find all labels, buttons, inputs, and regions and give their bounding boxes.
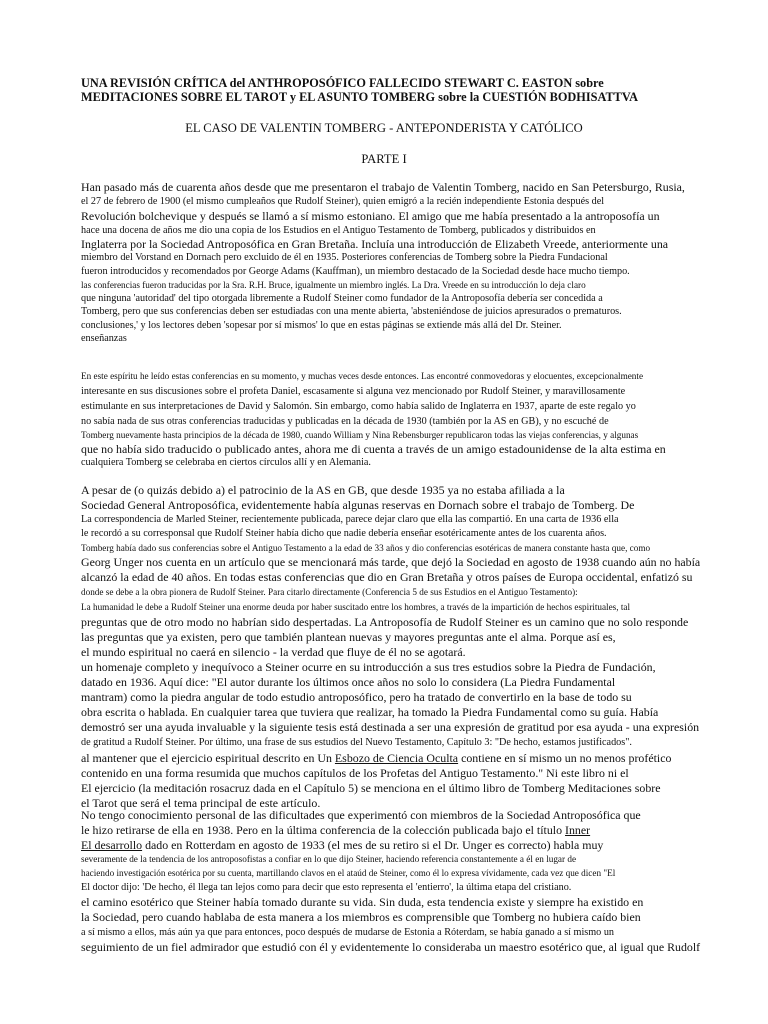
book-title-link[interactable]: El desarrollo [81,838,143,852]
text-line: estimulante en sus interpretaciones de David y Salomón. Sin embargo, como había salido de Inglaterra en 1937, aparte de este regalo yo [81,401,636,412]
text-line: fueron introducidos y recomendados por George Adams (Kauffman), un miembro destacado de la Sociedad desde hace mucho tiempo. [81,266,630,277]
text-span: al mantener que el ejercicio espiritual descrito en [81,751,318,765]
text-span: Un [317,751,332,765]
text-line: La humanidad le debe a Rudolf Steiner una enorme deuda por haber suscitado entre los hombres, a través de la impartición de hechos espirituales, tal [81,602,631,612]
text-line: Tomberg había dado sus conferencias sobre el Antiguo Testamento a la edad de 33 años y dio conferencias esotéricas de manera constante hasta que, como [81,543,651,553]
document-title [81,76,721,104]
text-line: El doctor dijo: 'De hecho, él llega tan lejos como para decir que esto representa el 'entierro', la última etapa del cristiano. [81,882,572,893]
text-line: A pesar de (o quizás debido a) el patrocinio de la AS en GB, que desde 1935 ya no estaba afiliada a la [81,483,565,497]
text-line: cualquiera Tomberg se celebraba en ciertos círculos allí y en Alemania. [81,457,371,468]
text-line: que ninguna 'autoridad' del tipo otorgada libremente a Rudolf Steiner como fundador de la Antroposofía debería ser concedida a [81,293,603,304]
text-line [81,750,711,766]
text-line: el mundo espiritual no caerá en silencio - la verdad que fluye de él no se agotará. [81,645,466,659]
book-title-link[interactable]: Esbozo de Ciencia Oculta [334,751,459,765]
text-span: le hizo retirarse de ella en 1938. Pero en la última conferencia de la colección publicada bajo el título [81,823,566,837]
paragraph-3 [81,483,711,811]
text-line: datado en 1936. Aquí dice: "El autor durante los últimos once años no solo lo considera (La Piedra Fundamental [81,675,616,689]
text-line: Georg Unger nos cuenta en un artículo que se mencionará más tarde, que dejó la Sociedad en agosto de 1938 cuando aún no había [81,555,701,569]
book-title-link[interactable]: Inner [565,823,591,837]
text-line: Sociedad General Antroposófica, evidentemente había algunas reservas en Dornach sobre el trabajo de Tomberg. De [81,498,635,512]
text-line: no sabía nada de sus otras conferencias traducidas y publicadas en la década de 1930 (también por la AS en GB), y no escuché de [81,416,609,427]
text-line: Tomberg, pero que sus conferencias deben ser estudiadas con una mente abierta, 'absteniéndose de juicios apresurados o prematuros. [81,306,622,317]
text-line [81,823,711,838]
text-line: hace una docena de años me dio una copia de los Estudios en el Antiguo Testamento de Tomberg, publicados y distribuidos en [81,225,596,236]
text-line: preguntas que de otro modo no habrían sido despertadas. La Antroposofía de Rudolf Steiner es un camino que no solo responde [81,615,689,629]
text-line: interesante en sus discusiones sobre el profeta Daniel, escasamente si alguna vez mencionado por Rudolf Steiner, y maravillosamente [81,386,626,397]
text-line: las conferencias fueron traducidas por la Sra. R.H. Bruce, igualmente un miembro inglés. La Dra. Vreede en su introducción lo deja claro [81,280,586,290]
text-line: contenido en una forma resumida que muchos capítulos de los Profetas del Antiguo Testamento." Ni este libro ni el [81,766,629,780]
text-line: le recordó a su corresponsal que Rudolf Steiner había dicho que nadie debería enseñar esotéricamente antes de los cuarenta años. [81,528,607,539]
text-line: enseñanzas [81,333,127,344]
text-line: Revolución bolchevique y después se llamó a sí mismo estoniano. El amigo que me había presentado a la antroposofía un [81,209,660,223]
text-line: alcanzó la edad de 40 años. En todas estas conferencias que dio en Gran Bretaña y otros países de Europa occidental, enfatizó su [81,570,693,584]
text-line: mantram) como la piedra angular de todo estudio antroposófico, pero ha tratado de convertirlo en la base de todo su [81,690,632,704]
text-line: conclusiones,' y los lectores deben 'sopesar por sí mismos' lo que en estas páginas se extiende más allá del Dr. Steiner. [81,320,562,331]
text-line: Inglaterra por la Sociedad Antroposófica en Gran Bretaña. Incluía una introducción de Elizabeth Vreede, anteriormente una [81,237,669,251]
text-line: las preguntas que ya existen, pero que también plantean nuevas y mayores preguntas ante el alma. Porque así es, [81,630,616,644]
text-line: miembro del Vorstand en Dornach pero excluido de él en 1935. Posteriores conferencias de Tomberg sobre la Piedra Fundacional [81,252,608,263]
paragraph-2 [81,369,711,470]
text-line: seguimiento de un fiel admirador que estudió con él y evidentemente lo consideraba un maestro esotérico que, al igual que Rudolf [81,940,701,954]
text-line: La correspondencia de Marled Steiner, recientemente publicada, parece dejar claro que ella las compartió. En una carta de 1936 ella [81,514,619,525]
title-line: UNA REVISIÓN CRÍTICA del ANTHROPOSÓFICO FALLECIDO STEWART C. EASTON sobre [81,76,604,90]
part-heading: PARTE I [361,152,407,166]
title-line: MEDITACIONES SOBRE EL TAROT y EL ASUNTO TOMBERG sobre la CUESTIÓN BODHISATTVA [81,90,639,104]
text-line: el camino esotérico que Steiner había tomado durante su vida. Sin duda, esta tendencia existe y siempre ha existido en [81,895,644,909]
text-line: un homenaje completo y inequívoco a Steiner ocurre en su introducción a sus tres estudios sobre la Piedra de Fundación, [81,660,656,674]
text-line: el 27 de febrero de 1900 (el mismo cumpleaños que Rudolf Steiner), quien emigró a la recién independiente Estonia después del [81,196,605,207]
text-line: demostró ser una ayuda invaluable y la siguiente tesis está destinada a ser una expresión de gratitud por esa ayuda - una expresión [81,720,700,734]
text-line: El ejercicio (la meditación rosacruz dada en el Capítulo 5) se menciona en el último libro de Tomberg Meditaciones sobre [81,781,661,795]
paragraph-1 [81,180,711,346]
text-line: donde se debe a la obra pionera de Rudolf Steiner. Para citarlo directamente (Conferencia 5 de sus Estudios en el Antiguo Testamento): [81,587,578,597]
text-line: Tomberg nuevamente hasta principios de la década de 1980, cuando William y Nina Rebensburger republicaron todas las viejas conferencias, y algunas [81,430,639,440]
document-subtitle: EL CASO DE VALENTIN TOMBERG - ANTEPONDERISTA Y CATÓLICO [185,121,583,135]
text-line: En este espíritu he leído estas conferencias en su momento, y muchas veces desde entonces. Las encontré conmovedoras y elocuentes, excepcionalmente [81,371,644,381]
text-line: el Tarot que será el tema principal de este artículo. [81,796,321,810]
text-span: contiene en sí mismo un no menos profético [458,751,672,765]
text-line: a sí mismo a ellos, más aún ya que para entonces, poco después de mudarse de Estonia a Róterdam, se había ganado a sí mismo un [81,927,615,938]
text-line: de gratitud a Rudolf Steiner. Por último, una frase de sus estudios del Nuevo Testamento, Capítulo 3: "De hecho, estamos justificados". [81,737,632,748]
text-line: que no había sido traducido o publicado antes, ahora me di cuenta a través de un amigo estadounidense de la alta estima en [81,442,666,456]
text-line: No tengo conocimiento personal de las dificultades que experimentó con miembros de la Sociedad Antroposófica que [81,808,641,822]
text-line: severamente de la tendencia de los antroposofistas a confiar en lo que dijo Steiner, haciendo referencia constantemente a él en lugar de [81,854,577,864]
text-line [81,838,711,853]
paragraph-4 [81,808,711,955]
text-line: Han pasado más de cuarenta años desde que me presentaron el trabajo de Valentin Tomberg, nacido en San Petersburgo, Rusia, [81,180,685,194]
text-line: obra escrita o hablada. En cualquier tarea que tuviera que realizar, ha tomado la Piedra Fundamental como su guía. Había [81,705,659,719]
text-line: haciendo investigación esotérica por su cuenta, martillando clavos en el ataúd de Steiner, como él lo expresa vívidamente, cada vez que dicen "El [81,868,616,878]
text-line: la Sociedad, pero cuando hablaba de esta manera a los miembros es comprensible que Tomberg no hubiera caído bien [81,910,641,924]
text-span: dado en Rotterdam en agosto de 1933 (el mes de su retiro si el Dr. Unger es correcto) habla muy [142,838,604,852]
